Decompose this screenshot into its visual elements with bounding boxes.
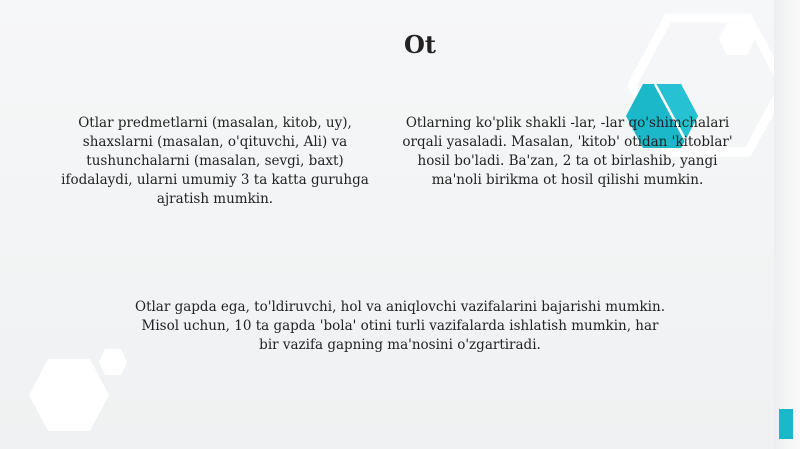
hexagon-white-tiny-decoration: [98, 348, 128, 376]
right-edge-strip: [774, 0, 800, 449]
slide-title: Ot: [404, 30, 436, 59]
accent-bar: [779, 409, 793, 439]
paragraph-noun-types: Otlar predmetlarni (masalan, kitob, uy), shaxslarni (masalan, o'qituvchi, Ali) va tushunchalarni (masalan, sevgi, baxt) ifodalaydi, ularni umumiy 3 ta katta guruhga ajratish mumkin.: [61, 115, 369, 207]
paragraph-noun-plural: Otlarning ko'plik shakli -lar, -lar qo'shimchalari orqali yasaladi. Masalan, 'kitob' otidan 'kitoblar' hosil bo'ladi. Ba'zan, 2 ta ot birlashib, yangi ma'noli birikma ot hosil qilishi mumkin.: [402, 115, 733, 188]
paragraph-noun-functions: Otlar gapda ega, to'ldiruvchi, hol va aniqlovchi vazifalarini bajarishi mumkin. Misol uchun, 10 ta gapda 'bola' otini turli vazifalarda ishlatish mumkin, har bir vazifa gapning ma'nosini o'zgartiradi.: [135, 299, 665, 353]
